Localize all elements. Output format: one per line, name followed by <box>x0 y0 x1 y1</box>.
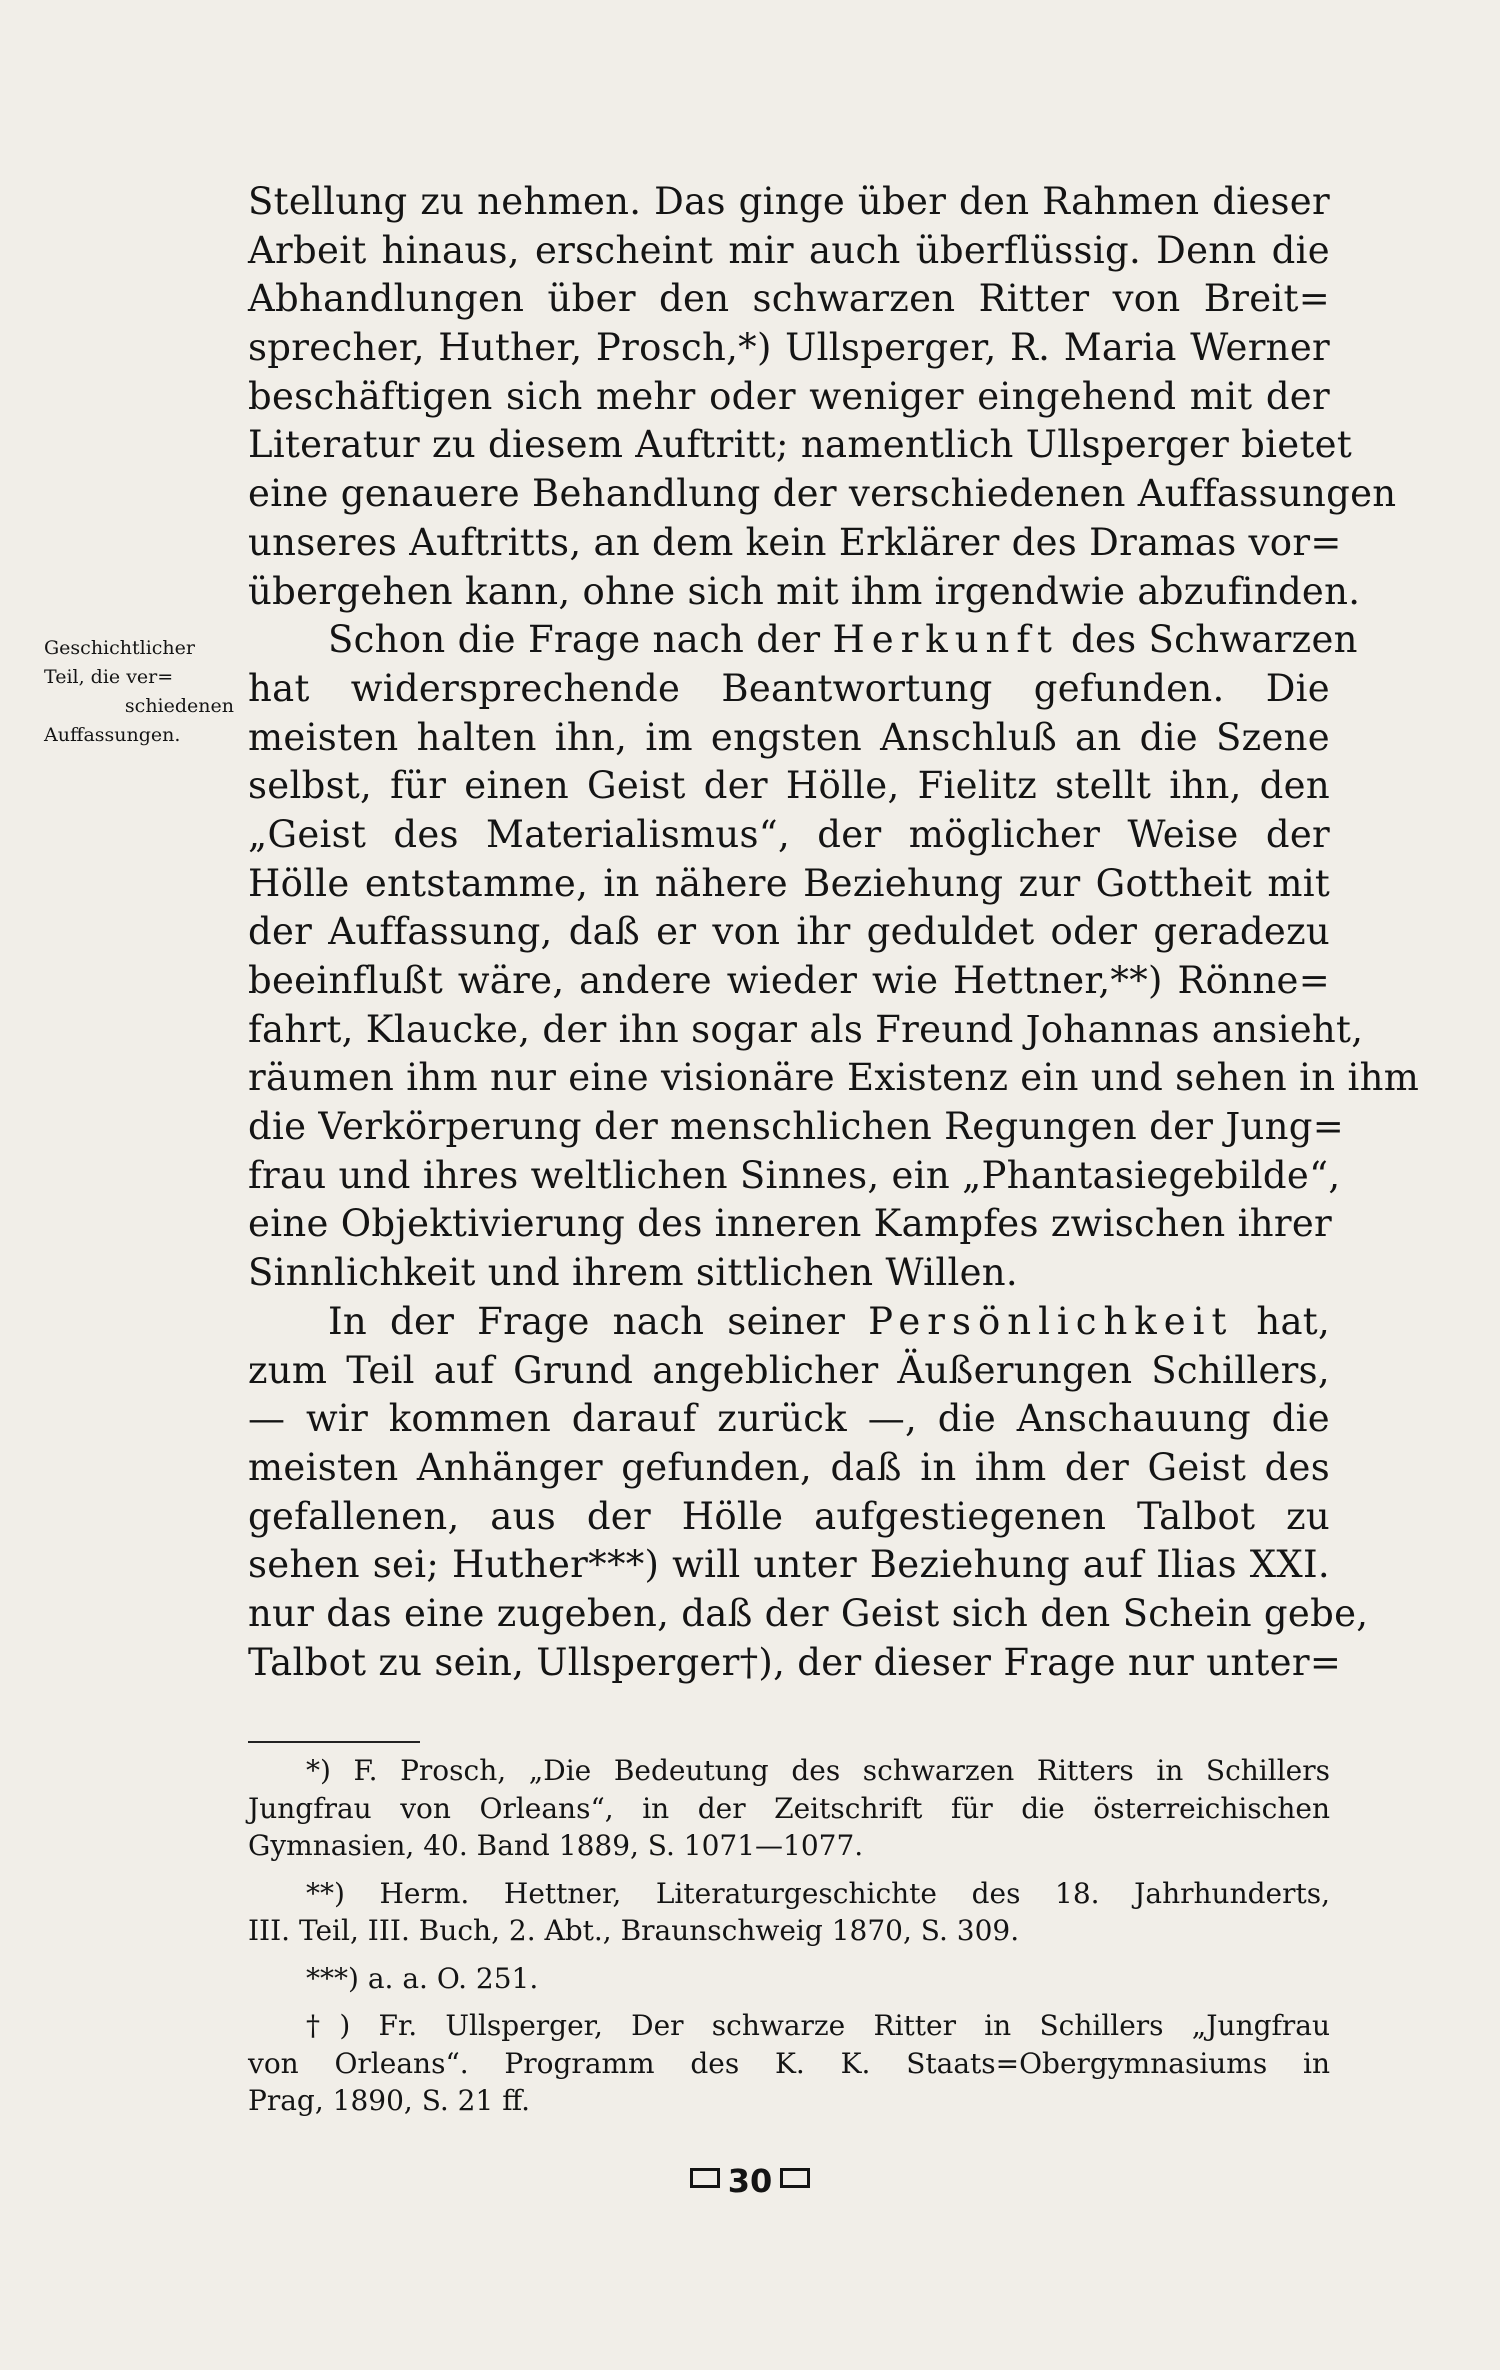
text-line: die Verkörperung der menschlichen Regungen der Jung= <box>248 1105 1345 1149</box>
footnotes <box>248 1752 1330 2120</box>
spaced-emphasis-persoenlichkeit: Persönlichkeit <box>868 1299 1234 1343</box>
text-line: räumen ihm nur eine visionäre Existenz ein und sehen in ihm <box>248 1056 1420 1100</box>
text-line: gefallenen, aus der Hölle aufgestiegenen Talbot zu <box>248 1494 1330 1538</box>
text-line: fahrt, Klaucke, der ihn sogar als Freund Johannas ansieht, <box>248 1007 1364 1051</box>
text-line: Talbot zu sein, Ullsperger†), der dieser Frage nur unter= <box>248 1640 1342 1684</box>
margin-note <box>44 634 234 750</box>
margin-note-line: Auffassungen. <box>44 724 181 746</box>
footnote-divider <box>248 1741 420 1743</box>
text-line: sehen sei; Huther***) will unter Beziehung auf Ilias XXI. <box>248 1543 1330 1587</box>
text-line: — wir kommen darauf zurück —, die Anschauung die <box>248 1397 1330 1441</box>
main-text-block <box>248 178 1420 1687</box>
text-line: eine Objektivierung des inneren Kampfes zwischen ihrer <box>248 1202 1333 1246</box>
footnote-line: Jungfrau von Orleans“, in der Zeitschrift für die österreichischen <box>248 1791 1330 1825</box>
margin-note-line: Teil, die ver= <box>44 666 174 688</box>
text-fragment: In der Frage nach seiner <box>328 1299 846 1343</box>
spaced-emphasis-herkunft: Herkunft <box>832 618 1059 662</box>
footnote-line: **) Herm. Hettner, Literaturgeschichte des 18. Jahrhunderts, <box>306 1876 1330 1910</box>
text-line-herkunft <box>248 616 1358 665</box>
square-box-icon <box>780 2168 810 2188</box>
text-line: meisten Anhänger gefunden, daß in ihm der Geist des <box>248 1445 1330 1489</box>
text-fragment: hat, <box>1256 1299 1331 1343</box>
text-line: beeinflußt wäre, andere wieder wie Hettner,**) Rönne= <box>248 959 1330 1002</box>
text-line: der Auffassung, daß er von ihr geduldet oder geradezu <box>248 910 1330 954</box>
text-line: Literatur zu diesem Auftritt; namentlich Ullsperger bietet <box>248 423 1353 467</box>
footnote-line: *) F. Prosch, „Die Bedeutung des schwarzen Ritters in Schillers <box>306 1754 1330 1787</box>
page-number <box>0 2160 1500 2200</box>
text-line: „Geist des Materialismus“, der möglicher Weise der <box>248 812 1330 856</box>
text-fragment: des Schwarzen <box>1071 618 1358 662</box>
text-line: Hölle entstamme, in nähere Beziehung zur Gottheit mit <box>248 861 1330 905</box>
text-line: übergehen kann, ohne sich mit ihm irgendwie abzufinden. <box>248 569 1361 613</box>
text-line: frau und ihres weltlichen Sinnes, ein „Phantasiegebilde“, <box>248 1153 1341 1197</box>
footnote-line: Prag, 1890, S. 21 ff. <box>248 2084 531 2117</box>
text-line-persoenlichkeit <box>248 1298 1330 1347</box>
text-line: eine genauere Behandlung der verschiedenen Auffassungen <box>248 472 1397 516</box>
text-line: selbst, für einen Geist der Hölle, Fielitz stellt ihn, den <box>248 764 1330 808</box>
text-line: zum Teil auf Grund angeblicher Äußerungen Schillers, <box>248 1348 1330 1392</box>
text-line: sprecher, Huther, Prosch,*) Ullsperger, R. Maria Werner <box>248 326 1330 370</box>
page-number-value: 30 <box>727 2162 773 2200</box>
footnote-line: †) Fr. Ullsperger, Der schwarze Ritter in Schillers „Jungfrau <box>306 2009 1330 2042</box>
footnote-line: ***) a. a. O. 251. <box>306 1961 539 1995</box>
text-line: nur das eine zugeben, daß der Geist sich den Schein gebe, <box>248 1591 1369 1635</box>
margin-note-line: Geschichtlicher <box>44 637 195 659</box>
text-line: unseres Auftritts, an dem kein Erklärer des Dramas vor= <box>248 520 1342 564</box>
text-line: hat widersprechende Beantwortung gefunden. Die <box>248 666 1330 710</box>
text-line: beschäftigen sich mehr oder weniger eingehend mit der <box>248 374 1330 418</box>
square-box-icon <box>690 2168 720 2188</box>
footnote-line: Gymnasien, 40. Band 1889, S. 1071—1077. <box>248 1829 864 1862</box>
text-line: Stellung zu nehmen. Das ginge über den Rahmen dieser <box>248 180 1330 223</box>
footnote-line: III. Teil, III. Buch, 2. Abt., Braunschweig 1870, S. 309. <box>248 1914 1020 1947</box>
text-line: Sinnlichkeit und ihrem sittlichen Willen. <box>248 1251 1018 1295</box>
footnote-line: von Orleans“. Programm des K. K. Staats=Obergymnasiums in <box>248 2046 1330 2080</box>
text-fragment: Schon die Frage nach der <box>328 618 821 662</box>
text-line: meisten halten ihn, im engsten Anschluß an die Szene <box>248 715 1330 759</box>
text-line: Abhandlungen über den schwarzen Ritter von Breit= <box>248 277 1330 321</box>
margin-note-line: schiedenen <box>124 695 234 717</box>
text-line: Arbeit hinaus, erscheint mir auch überflüssig. Denn die <box>248 228 1330 272</box>
